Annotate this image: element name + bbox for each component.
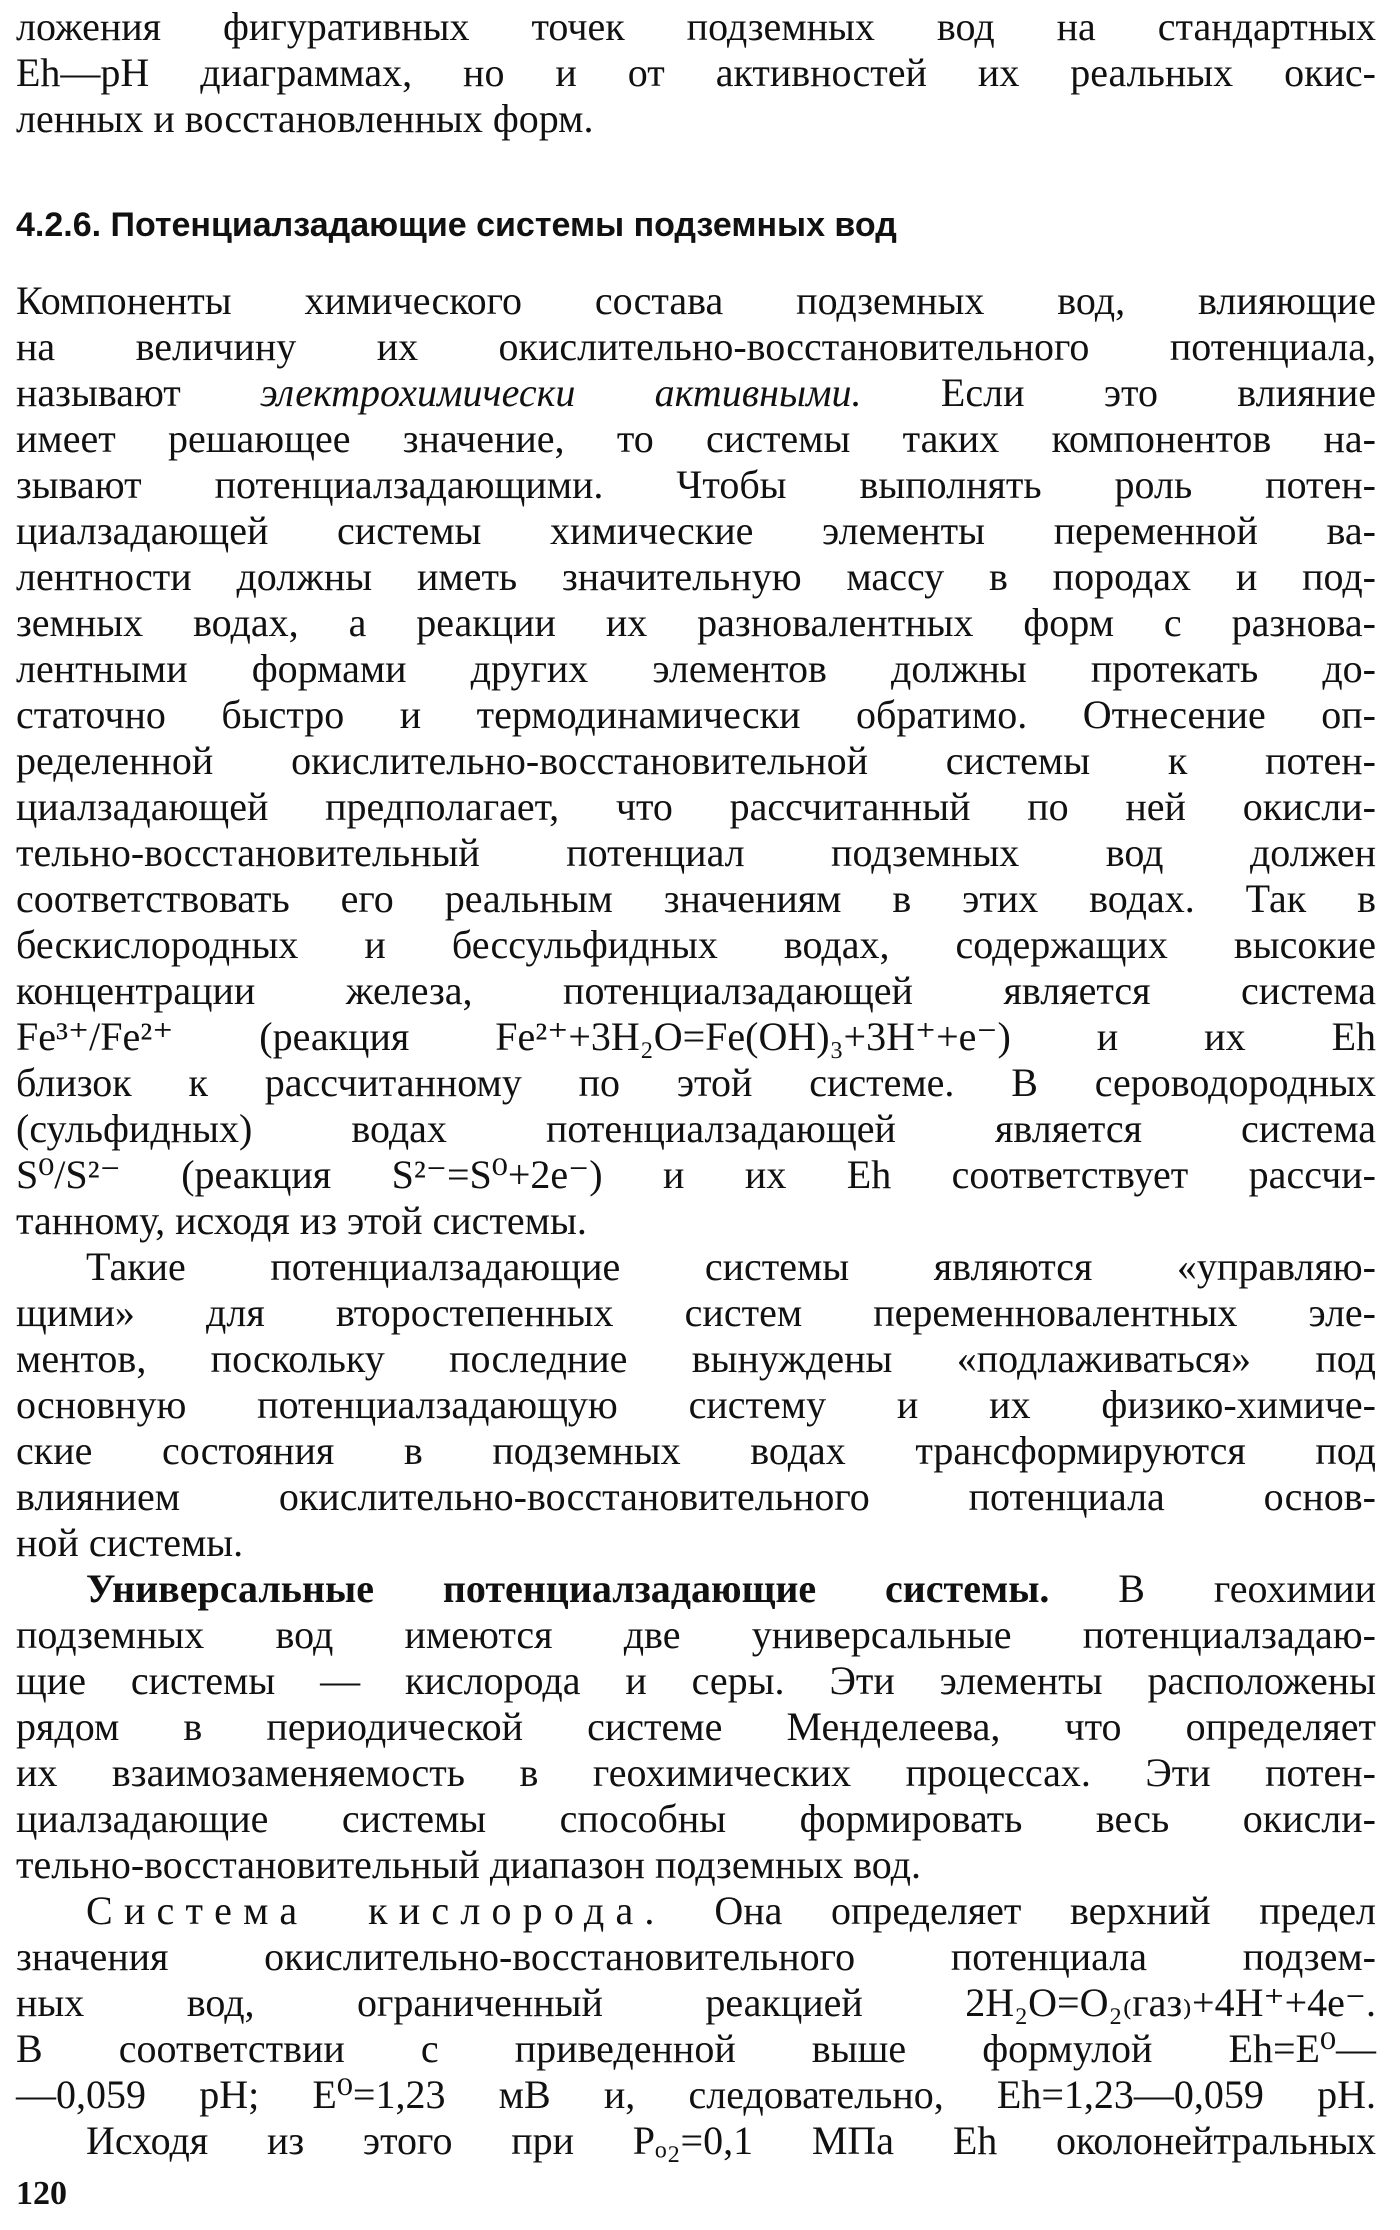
text-line: Компоненты химического состава подземных вод, влияющие (16, 278, 1376, 323)
text-line: ложения фигуративных точек подземных вод на стандартных (16, 4, 1376, 49)
text-line: земных водах, а реакции их разновалентных форм с разнова- (16, 600, 1376, 645)
text-line: (сульфидных) водах потенциалзадающей является система (16, 1106, 1376, 1151)
intro-paragraph (16, 4, 1376, 142)
text-line: значения окислительно-восстановительного потенциала подзем- (16, 1934, 1376, 1979)
text-run: называют (16, 370, 181, 415)
formula-line: В соответствии с приведенной выше формулой Eh=E⁰— (16, 2026, 1376, 2071)
paragraph-1 (16, 278, 1376, 1244)
text-line: их взаимозаменяемость в геохимических процессах. Эти потен- (16, 1750, 1376, 1795)
text-line: Такие потенциалзадающие системы являются «управляю- (86, 1244, 1376, 1289)
text-line: циалзадающие системы способны формировать весь окисли- (16, 1796, 1376, 1841)
text-line: циалзадающей системы химические элементы переменной ва- (16, 508, 1376, 553)
text-line: ределенной окислительно-восстановительной системы к потен- (16, 738, 1376, 783)
text-line: ленных и восстановленных форм. (16, 96, 594, 141)
text-line: щими» для второстепенных систем переменновалентных эле- (16, 1290, 1376, 1335)
text-line: зывают потенциалзадающими. Чтобы выполнять роль потен- (16, 462, 1376, 507)
text-line: щие системы — кислорода и серы. Эти элементы расположены (16, 1658, 1376, 1703)
paragraph-2 (16, 1244, 1376, 1566)
bold-subheading: Универсальные потенциалзадающие системы. (86, 1566, 1050, 1611)
spaced-term: Система кислорода. (86, 1888, 666, 1933)
text-line: имеет решающее значение, то системы таких компонентов на- (16, 416, 1376, 461)
text-line (16, 370, 1376, 416)
text-line (16, 1566, 1376, 1612)
text-line: основную потенциалзадающую систему и их физико-химиче- (16, 1382, 1376, 1427)
section-heading (16, 202, 1376, 248)
text-line: соответствовать его реальным значениям в этих водах. Так в (16, 876, 1376, 921)
text-run: Она определяет верхний предел (714, 1888, 1377, 1933)
paragraph-4 (16, 1888, 1376, 2164)
text-line: близок к рассчитанному по этой системе. В сероводородных (16, 1060, 1376, 1105)
text-run: В геохимии (1118, 1566, 1376, 1611)
text-line (16, 1888, 1376, 1934)
text-line: рядом в периодической системе Менделеева, что определяет (16, 1704, 1376, 1749)
text-line: Исходя из этого при Pₒ₂=0,1 МПа Eh околонейтральных (86, 2118, 1376, 2163)
text-line: ские состояния в подземных водах трансформируются под (16, 1428, 1376, 1473)
text-line: тельно-восстановительный потенциал подземных вод должен (16, 830, 1376, 875)
text-line: подземных вод имеются две универсальные потенциалзадаю- (16, 1612, 1376, 1657)
text-line: ной системы. (16, 1520, 244, 1565)
text-line: лентности должны иметь значительную массу в породах и под- (16, 554, 1376, 599)
paragraph-3 (16, 1566, 1376, 1888)
text-line: танному, исходя из этой системы. (16, 1198, 587, 1243)
text-line: циалзадающей предполагает, что рассчитанный по ней окисли- (16, 784, 1376, 829)
text-run: Если это влияние (940, 370, 1376, 415)
text-line: влиянием окислительно-восстановительного потенциала основ- (16, 1474, 1376, 1519)
formula-line: Fe³⁺/Fe²⁺ (реакция Fe²⁺+3H₂O=Fe(OH)₃+3H⁺+e⁻) и их Eh (16, 1014, 1376, 1059)
text-line: тельно-восстановительный диапазон подземных вод. (16, 1842, 921, 1887)
text-line: лентными формами других элементов должны протекать до- (16, 646, 1376, 691)
formula-line: S⁰/S²⁻ (реакция S²⁻=S⁰+2e⁻) и их Eh соответствует рассчи- (16, 1152, 1376, 1197)
italic-term: электрохимически активными. (260, 370, 862, 415)
text-line: бескислородных и бессульфидных водах, содержащих высокие (16, 922, 1376, 967)
text-line: на величину их окислительно-восстановительного потенциала, (16, 324, 1376, 369)
formula-line: ных вод, ограниченный реакцией 2H₂O=O₂₍газ₎+4H⁺+4e⁻. (16, 1980, 1376, 2025)
page-number: 120 (16, 2175, 67, 2212)
text-line: ментов, поскольку последние вынуждены «подлаживаться» под (16, 1336, 1376, 1381)
text-line: Eh—pH диаграммах, но и от активностей их реальных окис- (16, 50, 1376, 95)
formula-line: —0,059 pH; E⁰=1,23 мВ и, следовательно, Eh=1,23—0,059 pH. (16, 2072, 1376, 2117)
text-line: статочно быстро и термодинамически обратимо. Отнесение оп- (16, 692, 1376, 737)
section-title: 4.2.6. Потенциалзадающие системы подземных вод (16, 206, 897, 244)
text-line: концентрации железа, потенциалзадающей является система (16, 968, 1376, 1013)
